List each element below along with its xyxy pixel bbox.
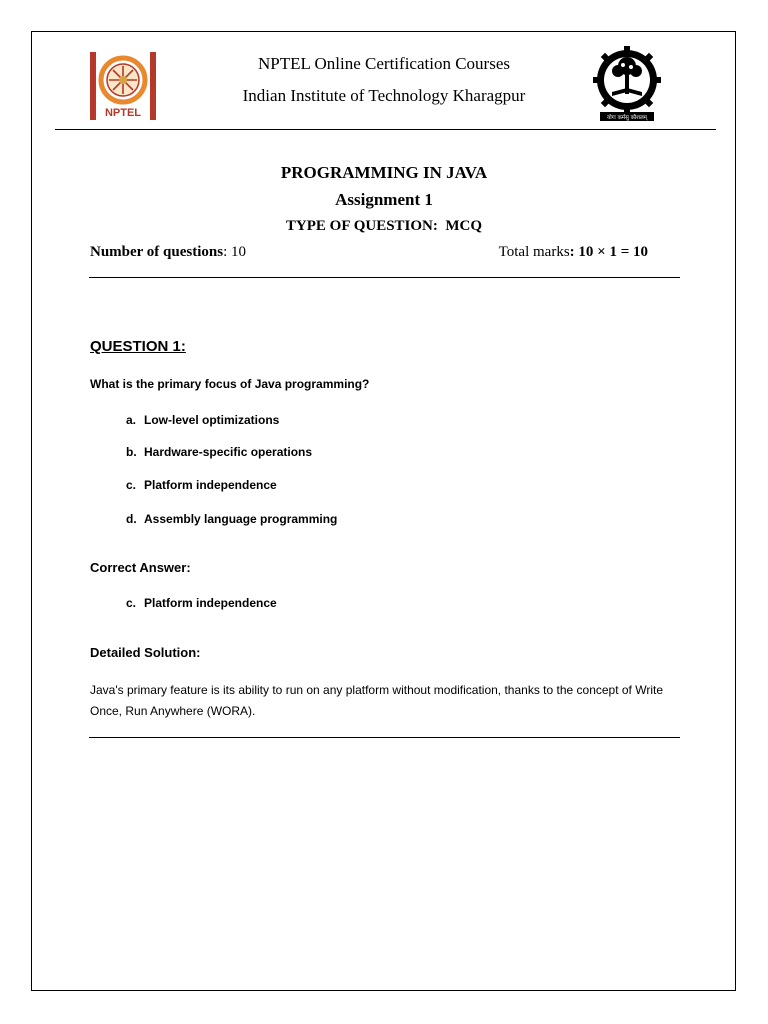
meta-divider <box>89 277 680 278</box>
header-institution-line1: NPTEL Online Certification Courses <box>258 54 510 73</box>
question-text: What is the primary focus of Java programming? <box>90 377 370 391</box>
detailed-solution-label: Detailed Solution: <box>90 645 201 660</box>
option-c <box>126 478 277 492</box>
question-end-divider <box>89 737 680 738</box>
total-marks-value: : 10 × 1 = 10 <box>569 244 648 260</box>
correct-answer-letter: c. <box>126 596 137 610</box>
option-text: Assembly language programming <box>144 512 338 526</box>
total-marks <box>499 244 648 261</box>
nptel-logo-text: NPTEL <box>104 107 142 119</box>
option-d <box>126 512 337 526</box>
option-b <box>126 445 312 459</box>
course-title: PROGRAMMING IN JAVA <box>280 163 488 182</box>
question-type-value: MCQ <box>445 218 483 234</box>
question-type-label: TYPE OF QUESTION: <box>285 218 438 234</box>
option-a <box>126 413 279 427</box>
iit-logo-caption: योगः कर्मसु कौशलम् <box>607 115 647 121</box>
correct-answer-label: Correct Answer: <box>90 560 191 575</box>
option-letter: a. <box>126 413 137 427</box>
option-letter: c. <box>126 478 137 492</box>
number-of-questions-label: Number of questions <box>90 244 224 260</box>
correct-answer <box>126 596 277 610</box>
detailed-solution-text: Java's primary feature is its ability to run on any platform without modification, thanks to the concept of Write Once, Run Anywhere (WORA). <box>90 683 663 718</box>
header-institution-line2: Indian Institute of Technology Kharagpur <box>242 86 526 105</box>
option-letter: b. <box>126 445 137 459</box>
number-of-questions <box>90 244 246 261</box>
assignment-title: Assignment 1 <box>335 190 433 209</box>
question-heading: QUESTION 1: <box>90 338 186 355</box>
option-letter: d. <box>126 512 137 526</box>
option-text: Platform independence <box>144 478 277 492</box>
option-text: Low-level optimizations <box>144 413 280 427</box>
question-type <box>0 218 768 235</box>
correct-answer-text: Platform independence <box>144 596 277 610</box>
total-marks-label: Total marks <box>498 244 570 260</box>
iit-kharagpur-logo <box>590 44 664 122</box>
number-of-questions-value: : 10 <box>223 244 246 260</box>
header-divider <box>55 129 716 130</box>
option-text: Hardware-specific operations <box>144 445 313 459</box>
